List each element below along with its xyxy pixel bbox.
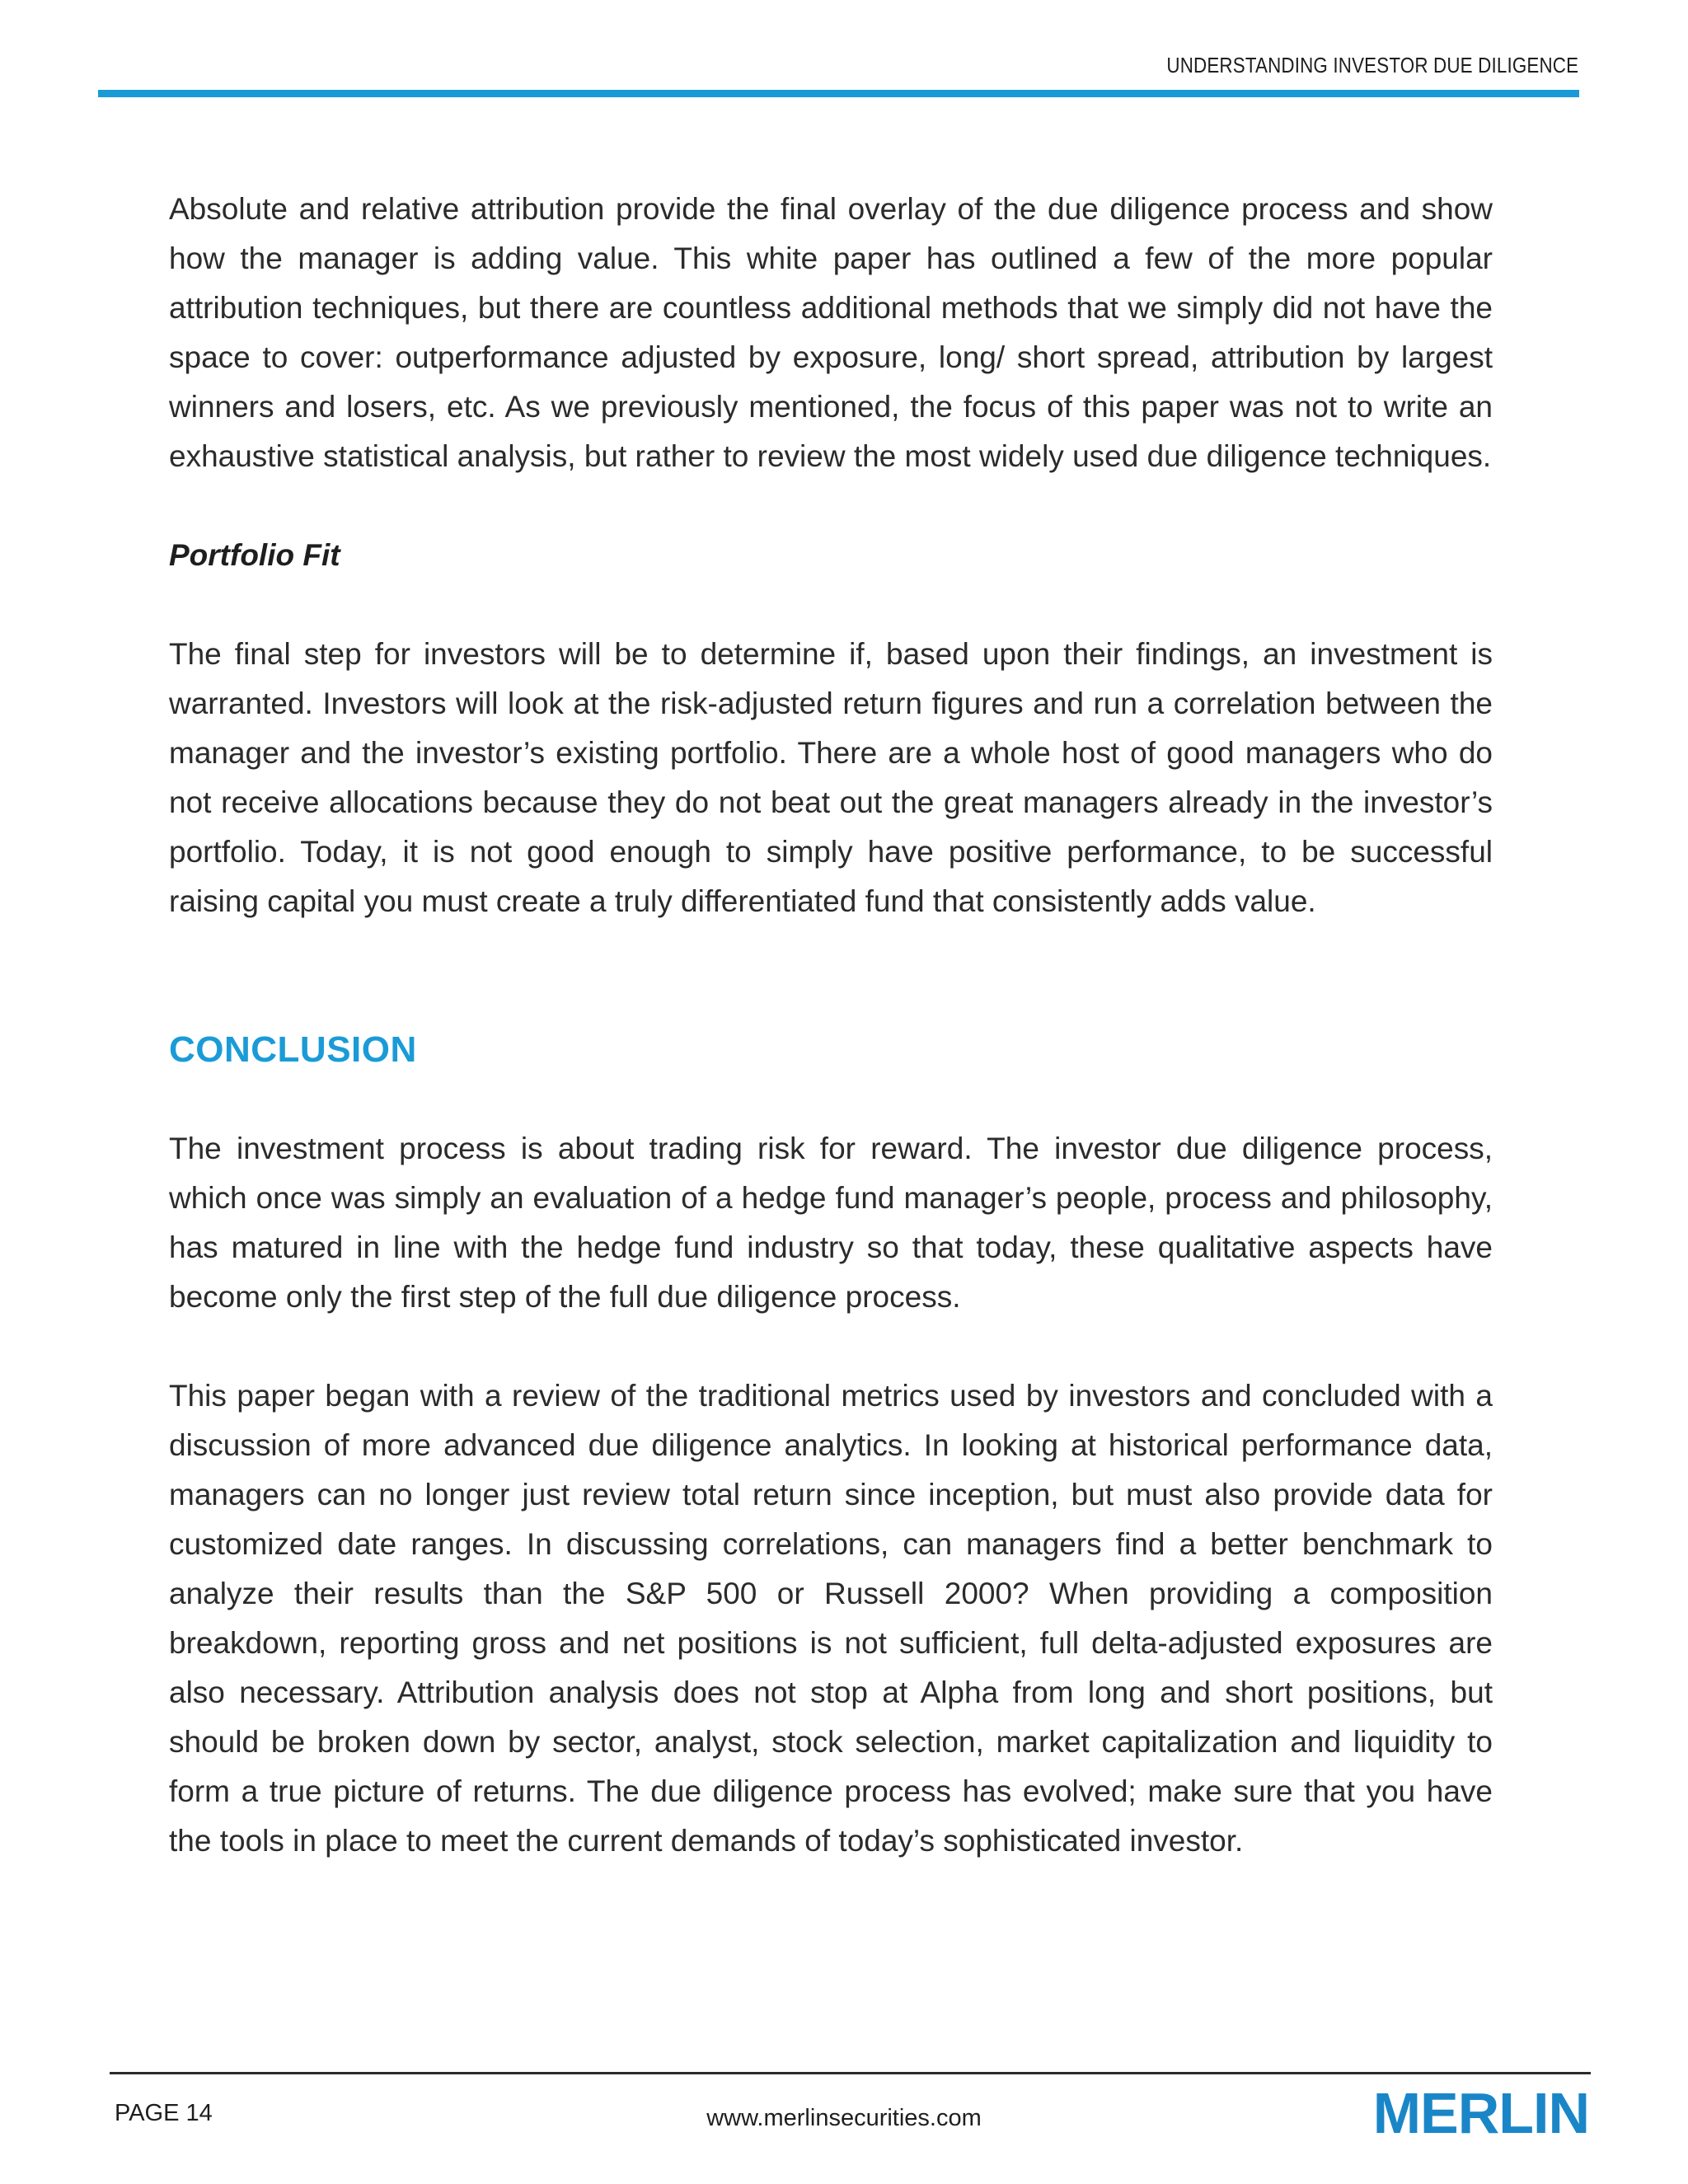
spacer [169, 926, 1493, 1025]
paragraph-conclusion-1: The investment process is about trading risk for reward. The investor due diligence process, which once was simply an evaluation of a hedge fund manager’s people, process and philosophy, has matured in line with the hedge fund industry so that today, these qualitative aspects have become only the first step of the full due diligence process. [169, 1132, 1493, 1314]
merlin-logo: MERLIN [1372, 2081, 1589, 2145]
page-number: PAGE 14 [115, 2100, 213, 2126]
portfolio-fit-heading: Portfolio Fit [169, 538, 340, 572]
spacer [169, 580, 1493, 630]
paragraph-attribution: Absolute and relative attribution provide the final overlay of the due diligence process and show how the manager is adding value. This white paper has outlined a few of the more popular attribution techniques, but there are countless additional methods that we simply did not have the space to cover: outperformance adjusted by exposure, long/ short spread, attribution by largest winners and losers, etc. As we previously mentioned, the focus of this paper was not to write an exhaustive statistical analysis, but rather to review the most widely used due diligence techniques. [169, 192, 1493, 473]
spacer [169, 481, 1493, 531]
paragraph-conclusion-2: This paper began with a review of the traditional metrics used by investors and concluded with a discussion of more advanced due diligence analytics. In looking at historical performance data, managers can no longer just review total return since inception, but must also provide data for customized date ranges. In discussing correlations, can managers find a better benchmark to analyze their results than the S&P 500 or Russell 2000? When providing a composition breakdown, reporting gross and net positions is not sufficient, full delta-adjusted exposures are also necessary. Attribution analysis does not stop at Alpha from long and short positions, but should be broken down by sector, analyst, stock selection, market capitalization and liquidity to form a true picture of returns. The due diligence process has evolved; make sure that you have the tools in place to meet the current demands of today’s sophisticated investor. [169, 1379, 1493, 1858]
conclusion-heading: CONCLUSION [169, 1029, 417, 1070]
spacer [169, 1075, 1493, 1124]
running-header: UNDERSTANDING INVESTOR DUE DILIGENCE [1166, 53, 1578, 77]
footer-url: www.merlinsecurities.com [706, 2105, 982, 2131]
paragraph-portfolio-fit: The final step for investors will be to determine if, based upon their findings, an investment is warranted. Investors will look at the risk-adjusted return figures and run a correlation between the manager and the investor’s existing portfolio. There are a whole host of good managers who do not receive allocations because they do not beat out the great managers already in the investor’s portfolio. Today, it is not good enough to simply have positive performance, to be successful raising capital you must create a truly differentiated fund that consistently adds value. [169, 637, 1493, 918]
spacer [169, 1322, 1493, 1371]
footer-rule [110, 2072, 1591, 2074]
header-rule [98, 90, 1579, 97]
page-content [169, 185, 1493, 1866]
